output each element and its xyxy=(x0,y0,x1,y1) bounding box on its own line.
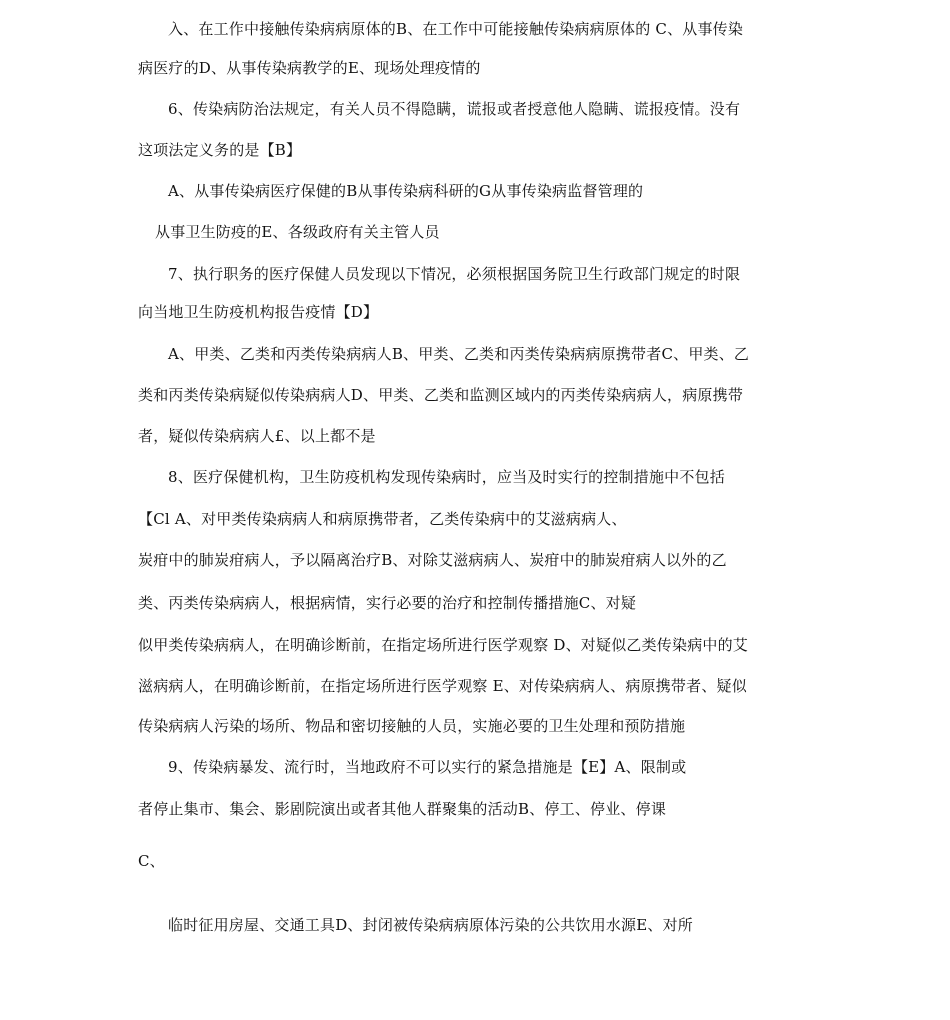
question-7-options: A、甲类、乙类和丙类传染病病人B、甲类、乙类和丙类传染病病原携带者C、甲类、乙 xyxy=(168,345,750,363)
text-line: 传染病病人污染的场所、物品和密切接触的人员，实施必要的卫生处理和预防措施 xyxy=(138,717,686,735)
text-line: C、 xyxy=(138,852,165,870)
question-6-text: 6、传染病防治法规定，有关人员不得隐瞒，谎报或者授意他人隐瞒、谎报疫情。没有 xyxy=(168,100,741,118)
question-8-options: 【Cl A、对甲类传染病病人和病原携带者，乙类传染病中的艾滋病病人、 xyxy=(138,510,627,528)
text-line: 者停止集市、集会、影剧院演出或者其他人群聚集的活动B、停工、停业、停课 xyxy=(138,800,667,818)
question-8-text: 8、医疗保健机构，卫生防疫机构发现传染病时，应当及时实行的控制措施中不包括 xyxy=(168,468,725,486)
text-line: 入、在工作中接触传染病病原体的B、在工作中可能接触传染病病原体的 C、从事传染 xyxy=(168,20,744,38)
question-9-text: 9、传染病暴发、流行时，当地政府不可以实行的紧急措施是【E】A、限制或 xyxy=(168,758,687,776)
text-line: 类和丙类传染病疑似传染病病人D、甲类、乙类和监测区域内的丙类传染病病人，病原携带 xyxy=(138,386,744,404)
text-line: 病医疗的D、从事传染病教学的E、现场处理疫情的 xyxy=(138,59,481,77)
text-line: 从事卫生防疫的E、各级政府有关主管人员 xyxy=(155,223,440,241)
text-line: 者，疑似传染病病人£、以上都不是 xyxy=(138,427,376,445)
text-line: 炭疳中的肺炭疳病人，予以隔离治疗B、对除艾滋病病人、炭疳中的肺炭疳病人以外的乙 xyxy=(138,551,727,569)
text-line: 向当地卫生防疫机构报告疫情【D】 xyxy=(138,303,379,321)
text-line: 似甲类传染病病人，在明确诊断前，在指定场所进行医学观察 D、对疑似乙类传染病中的艾 xyxy=(138,636,748,654)
question-6-options: A、从事传染病医疗保健的B从事传染病科研的G从事传染病监督管理的 xyxy=(168,182,644,200)
question-7-text: 7、执行职务的医疗保健人员发现以下情况，必须根据国务院卫生行政部门规定的时限 xyxy=(168,265,741,283)
text-line: 这项法定义务的是【B】 xyxy=(138,141,302,159)
text-line: 滋病病人，在明确诊断前，在指定场所进行医学观察 E、对传染病病人、病原携带者、疑似 xyxy=(138,677,747,695)
text-line: 临时征用房屋、交通工具D、封闭被传染病病原体污染的公共饮用水源E、对所 xyxy=(168,916,693,934)
text-line: 类、丙类传染病病人，根据病情，实行必要的治疗和控制传播措施C、对疑 xyxy=(138,594,637,612)
